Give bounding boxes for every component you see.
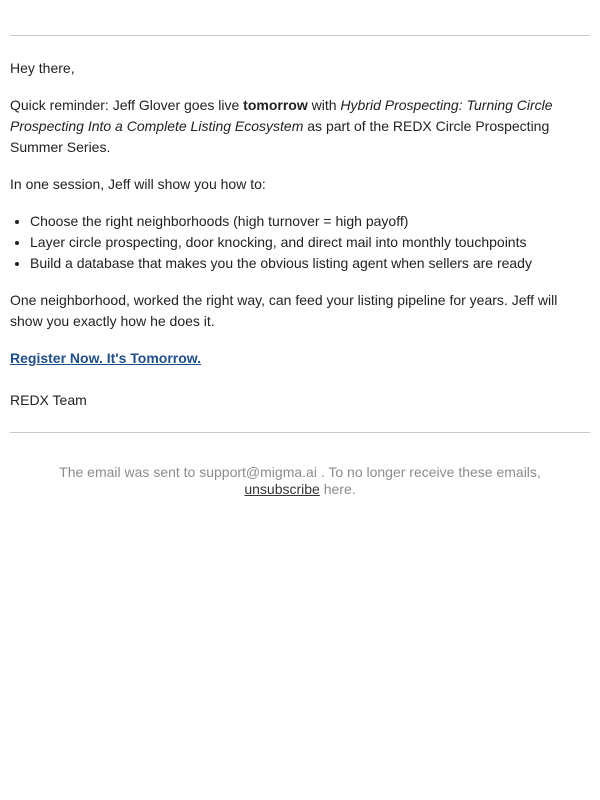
greeting: Hey there, (10, 60, 75, 76)
register-now-link[interactable]: Register Now. It's Tomorrow. (10, 350, 202, 366)
bottom-divider (10, 432, 590, 433)
list-item: • Build a database that makes you the obvious listing agent when sellers are ready (30, 253, 590, 274)
list-item: • Choose the right neighborhoods (high turnover = high payoff) (30, 211, 590, 232)
footer (10, 464, 590, 498)
cta-paragraph (10, 348, 590, 369)
webinar-title: Hybrid Prospecting: Turning Circle Prospecting Into a Complete Listing Ecosystem (10, 97, 553, 134)
intro-middle: with (307, 97, 341, 113)
footer-suffix: here. (319, 481, 356, 497)
session-intro: In one session, Jeff will show you how to: (10, 176, 266, 192)
unsubscribe-link[interactable]: unsubscribe (244, 481, 320, 497)
footer-text: The email was sent to support@migma.ai . To no longer receive these emails, (59, 464, 541, 480)
signoff: REDX Team (10, 392, 87, 408)
intro-bold-tomorrow: tomorrow (243, 97, 308, 113)
top-divider (10, 35, 590, 36)
list-item: • Layer circle prospecting, door knocking, and direct mail into monthly touchpoints (30, 232, 590, 253)
closing-paragraph: One neighborhood, worked the right way, can feed your listing pipeline for years. Jeff will show you exactly how he does it. (10, 292, 558, 329)
intro-prefix: Quick reminder: Jeff Glover goes live (10, 97, 244, 113)
email-body (10, 0, 590, 498)
bullet-list (10, 211, 590, 274)
intro-paragraph (10, 95, 590, 158)
intro-suffix: as part of the REDX Circle Prospecting Summer Series. (10, 118, 550, 155)
